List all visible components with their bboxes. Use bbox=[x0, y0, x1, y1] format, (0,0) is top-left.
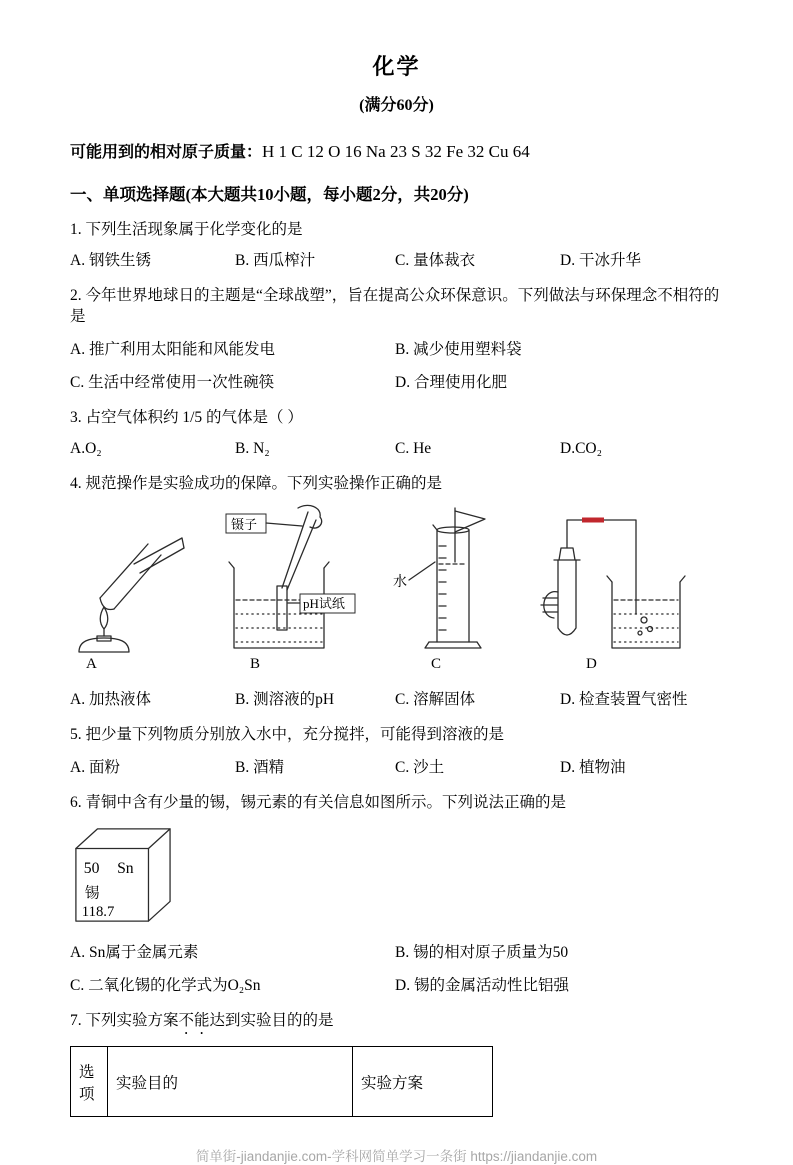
q7-header-plan: 实验方案 bbox=[353, 1047, 493, 1117]
q1-option-c: C. 量体裁衣 bbox=[395, 252, 476, 269]
q3-option-b: B. N₂ bbox=[235, 440, 270, 457]
graduated-cylinder bbox=[425, 525, 481, 648]
q1-stem: 1. 下列生活现象属于化学变化的是 bbox=[70, 221, 303, 238]
q1-option-b: B. 西瓜榨汁 bbox=[235, 252, 316, 269]
tweezers-callout bbox=[226, 514, 302, 533]
q4-option-b: B. 测溶液的pH bbox=[235, 691, 335, 708]
atomic-mass-values: H 1 C 12 O 16 Na 23 S 32 Fe 32 Cu 64 bbox=[262, 142, 530, 161]
tin-name: 锡 bbox=[84, 885, 100, 902]
q2-option-a: A. 推广利用太阳能和风能发电 bbox=[70, 341, 275, 358]
q3-option-d: D.CO₂ bbox=[560, 440, 603, 457]
figure-ph-test bbox=[212, 502, 357, 673]
q1-option-d: D. 干冰升华 bbox=[560, 252, 641, 269]
q6-options-row2 bbox=[70, 975, 723, 996]
q3-option-a: A.O₂ bbox=[70, 440, 102, 457]
tin-atomic-number: 50 bbox=[83, 860, 100, 878]
page-subtitle: (满分60分) bbox=[359, 97, 434, 114]
hand bbox=[541, 592, 558, 618]
q7-table bbox=[70, 1046, 493, 1117]
q5-option-b: B. 酒精 bbox=[235, 759, 285, 776]
q4-option-c: C. 溶解固体 bbox=[395, 691, 476, 708]
q1-options bbox=[70, 250, 723, 271]
water-label: 水 bbox=[393, 575, 407, 590]
q3-option-c: C. He bbox=[395, 440, 432, 457]
q7-stem-emphasis: 不能 bbox=[178, 1012, 210, 1029]
tin-atomic-mass: 118.7 bbox=[81, 904, 115, 921]
q7-header-goal: 实验目的 bbox=[108, 1047, 353, 1117]
q7-stem-pre: 7. 下列实验方案 bbox=[70, 1012, 179, 1029]
q5-option-d: D. 植物油 bbox=[560, 759, 626, 776]
tweezers bbox=[282, 512, 316, 590]
heating-liquid-drawing bbox=[70, 502, 190, 654]
alcohol-lamp bbox=[79, 607, 129, 652]
atomic-mass-line bbox=[70, 139, 723, 162]
ph-paper-strip bbox=[277, 586, 287, 630]
q2-option-b: B. 减少使用塑料袋 bbox=[395, 341, 522, 358]
figure-c-letter: C bbox=[431, 656, 442, 672]
figure-d-letter: D bbox=[586, 656, 597, 672]
beaker bbox=[607, 576, 685, 648]
q2-options-row2 bbox=[70, 372, 723, 393]
q7-header-option: 选项 bbox=[71, 1047, 108, 1117]
q2-stem: 2. 今年世界地球日的主题是“全球战塑”，旨在提高公众环保意识。下列做法与环保理念不相符的是 bbox=[70, 287, 720, 325]
q1-option-a: A. 钢铁生锈 bbox=[70, 252, 151, 269]
cylinder-drawing bbox=[389, 502, 504, 654]
page-title: 化学 bbox=[372, 54, 421, 79]
atomic-mass-label: 可能用到的相对原子质量： bbox=[70, 144, 263, 161]
q4-stem: 4. 规范操作是实验成功的保障。下列实验操作正确的是 bbox=[70, 475, 443, 492]
q6-option-b: B. 锡的相对原子质量为50 bbox=[395, 944, 569, 961]
q6-options-row1 bbox=[70, 942, 723, 963]
ph-paper-callout bbox=[288, 594, 355, 613]
tin-symbol: Sn bbox=[117, 860, 134, 878]
q6-option-c: C. 二氧化锡的化学式为O₂Sn bbox=[70, 977, 261, 994]
section-heading: 一、单项选择题(本大题共10小题，每小题2分，共20分) bbox=[70, 185, 469, 204]
q5-option-a: A. 面粉 bbox=[70, 759, 120, 776]
figure-heating-liquid bbox=[70, 502, 190, 673]
q5-stem: 5. 把少量下列物质分别放入水中，充分搅拌，可能得到溶液的是 bbox=[70, 726, 505, 743]
figure-tin-element-box bbox=[70, 823, 723, 930]
q2-option-d: D. 合理使用化肥 bbox=[395, 374, 507, 391]
q4-options bbox=[70, 689, 723, 710]
ph-paper-label: pH试纸 bbox=[303, 596, 345, 611]
q4-option-d: D. 检查装置气密性 bbox=[560, 691, 688, 708]
q2-options-row1 bbox=[70, 339, 723, 360]
q3-stem: 3. 占空气体积约 1/5 的气体是（ ） bbox=[70, 409, 303, 426]
q6-option-d: D. 锡的金属活动性比铝强 bbox=[395, 977, 569, 994]
delivery-tube bbox=[567, 520, 636, 614]
q4-option-a: A. 加热液体 bbox=[70, 691, 151, 708]
q6-option-a: A. Sn属于金属元素 bbox=[70, 944, 199, 961]
flame-icon bbox=[100, 607, 108, 629]
tin-element-cube bbox=[70, 823, 174, 925]
hand bbox=[298, 505, 322, 528]
q7-table-header-row bbox=[71, 1047, 493, 1117]
figure-dissolving-solid bbox=[389, 502, 504, 673]
bubbles bbox=[638, 617, 653, 635]
q2-option-c: C. 生活中经常使用一次性碗筷 bbox=[70, 374, 275, 391]
q7-stem-post: 达到实验目的的是 bbox=[209, 1012, 334, 1029]
glass-rod-flag bbox=[455, 508, 485, 562]
q3-options bbox=[70, 438, 723, 459]
q5-option-c: C. 沙土 bbox=[395, 759, 445, 776]
test-tube-holder bbox=[134, 538, 184, 573]
q5-options bbox=[70, 757, 723, 778]
q6-stem: 6. 青铜中含有少量的锡，锡元素的有关信息如图所示。下列说法正确的是 bbox=[70, 794, 567, 811]
airtightness-drawing bbox=[528, 502, 693, 654]
figure-b-letter: B bbox=[250, 656, 261, 672]
ph-test-drawing bbox=[212, 502, 357, 654]
q7-stem bbox=[70, 1010, 723, 1038]
footer-watermark: 简单街-jiandanjie.com-学科网简单学习一条街 https://jiandanjie.com bbox=[195, 1149, 598, 1164]
figure-airtightness-check bbox=[528, 502, 693, 673]
q4-figures bbox=[70, 502, 723, 673]
tweezers-label: 镊子 bbox=[231, 517, 258, 532]
figure-a-letter: A bbox=[86, 656, 97, 672]
